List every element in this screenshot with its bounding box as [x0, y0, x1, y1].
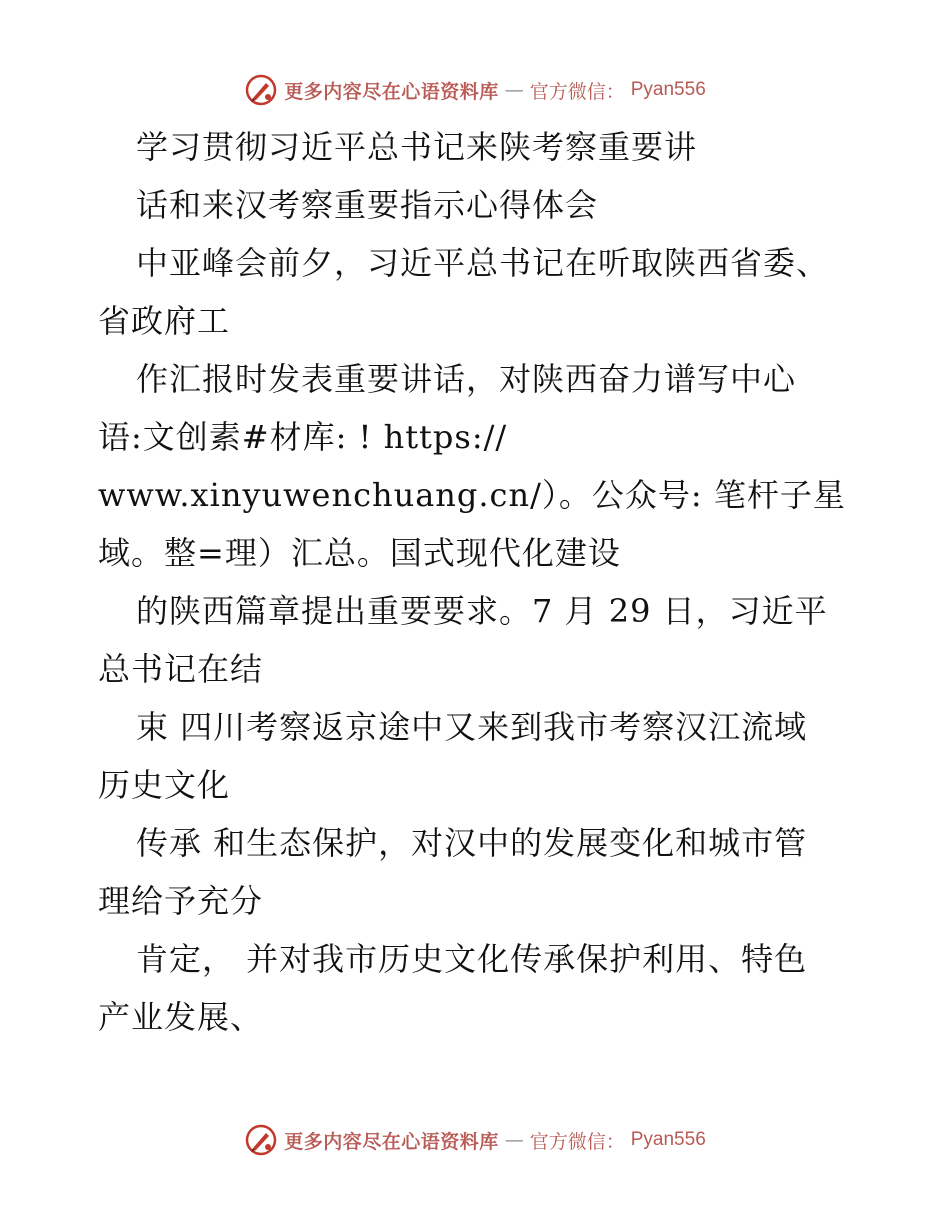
watermark-contact-id: Pyan556 [630, 1129, 706, 1150]
pen-logo-icon [244, 73, 278, 107]
header-watermark-banner [0, 70, 950, 110]
paragraph-line: 历史文化 [98, 766, 231, 804]
watermark-slogan: 更多内容尽在心语资料库 [284, 1130, 499, 1153]
paragraph-line-url: 语:文创素#材库: ! https:// [98, 418, 508, 456]
paragraph-line-url: www.xinyuwenchuang.cn/）。公众号: 笔杆子星 [98, 476, 846, 514]
watermark-separator: — [504, 79, 524, 101]
paragraph-line: 产业发展、 [98, 998, 264, 1036]
paragraph-line: 束 四川考察返京途中又来到我市考察汉江流域 [136, 708, 808, 746]
paragraph-line: 的陕西篇章提出重要要求。7 月 29 日，习近平 [136, 592, 828, 630]
paragraph-line: 省政府工 [98, 302, 231, 340]
paragraph-line: 域。整=理）汇总。国式现代化建设 [98, 534, 621, 572]
title-line-1: 学习贯彻习近平总书记来陕考察重要讲 [136, 128, 698, 166]
watermark-contact-id: Pyan556 [630, 79, 706, 100]
paragraph-line: 中亚峰会前夕，习近平总书记在听取陕西省委、 [136, 244, 830, 282]
document-body [98, 118, 858, 1046]
watermark-separator: — [504, 1129, 524, 1151]
paragraph-line: 肯定， 并对我市历史文化传承保护利用、特色 [136, 940, 808, 978]
paragraph-line: 传承 和生态保护，对汉中的发展变化和城市管 [136, 824, 808, 862]
paragraph-line: 作汇报时发表重要讲话，对陕西奋力谱写中心 [136, 360, 797, 398]
title-line-2: 话和来汉考察重要指示心得体会 [136, 186, 599, 224]
paragraph-line: 理给予充分 [98, 882, 264, 920]
footer-watermark-banner [0, 1120, 950, 1160]
pen-logo-icon [244, 1123, 278, 1157]
watermark-contact-label: 官方微信： [529, 80, 625, 103]
watermark-slogan: 更多内容尽在心语资料库 [284, 80, 499, 103]
watermark-contact-label: 官方微信： [529, 1130, 625, 1153]
paragraph-line: 总书记在结 [98, 650, 264, 688]
